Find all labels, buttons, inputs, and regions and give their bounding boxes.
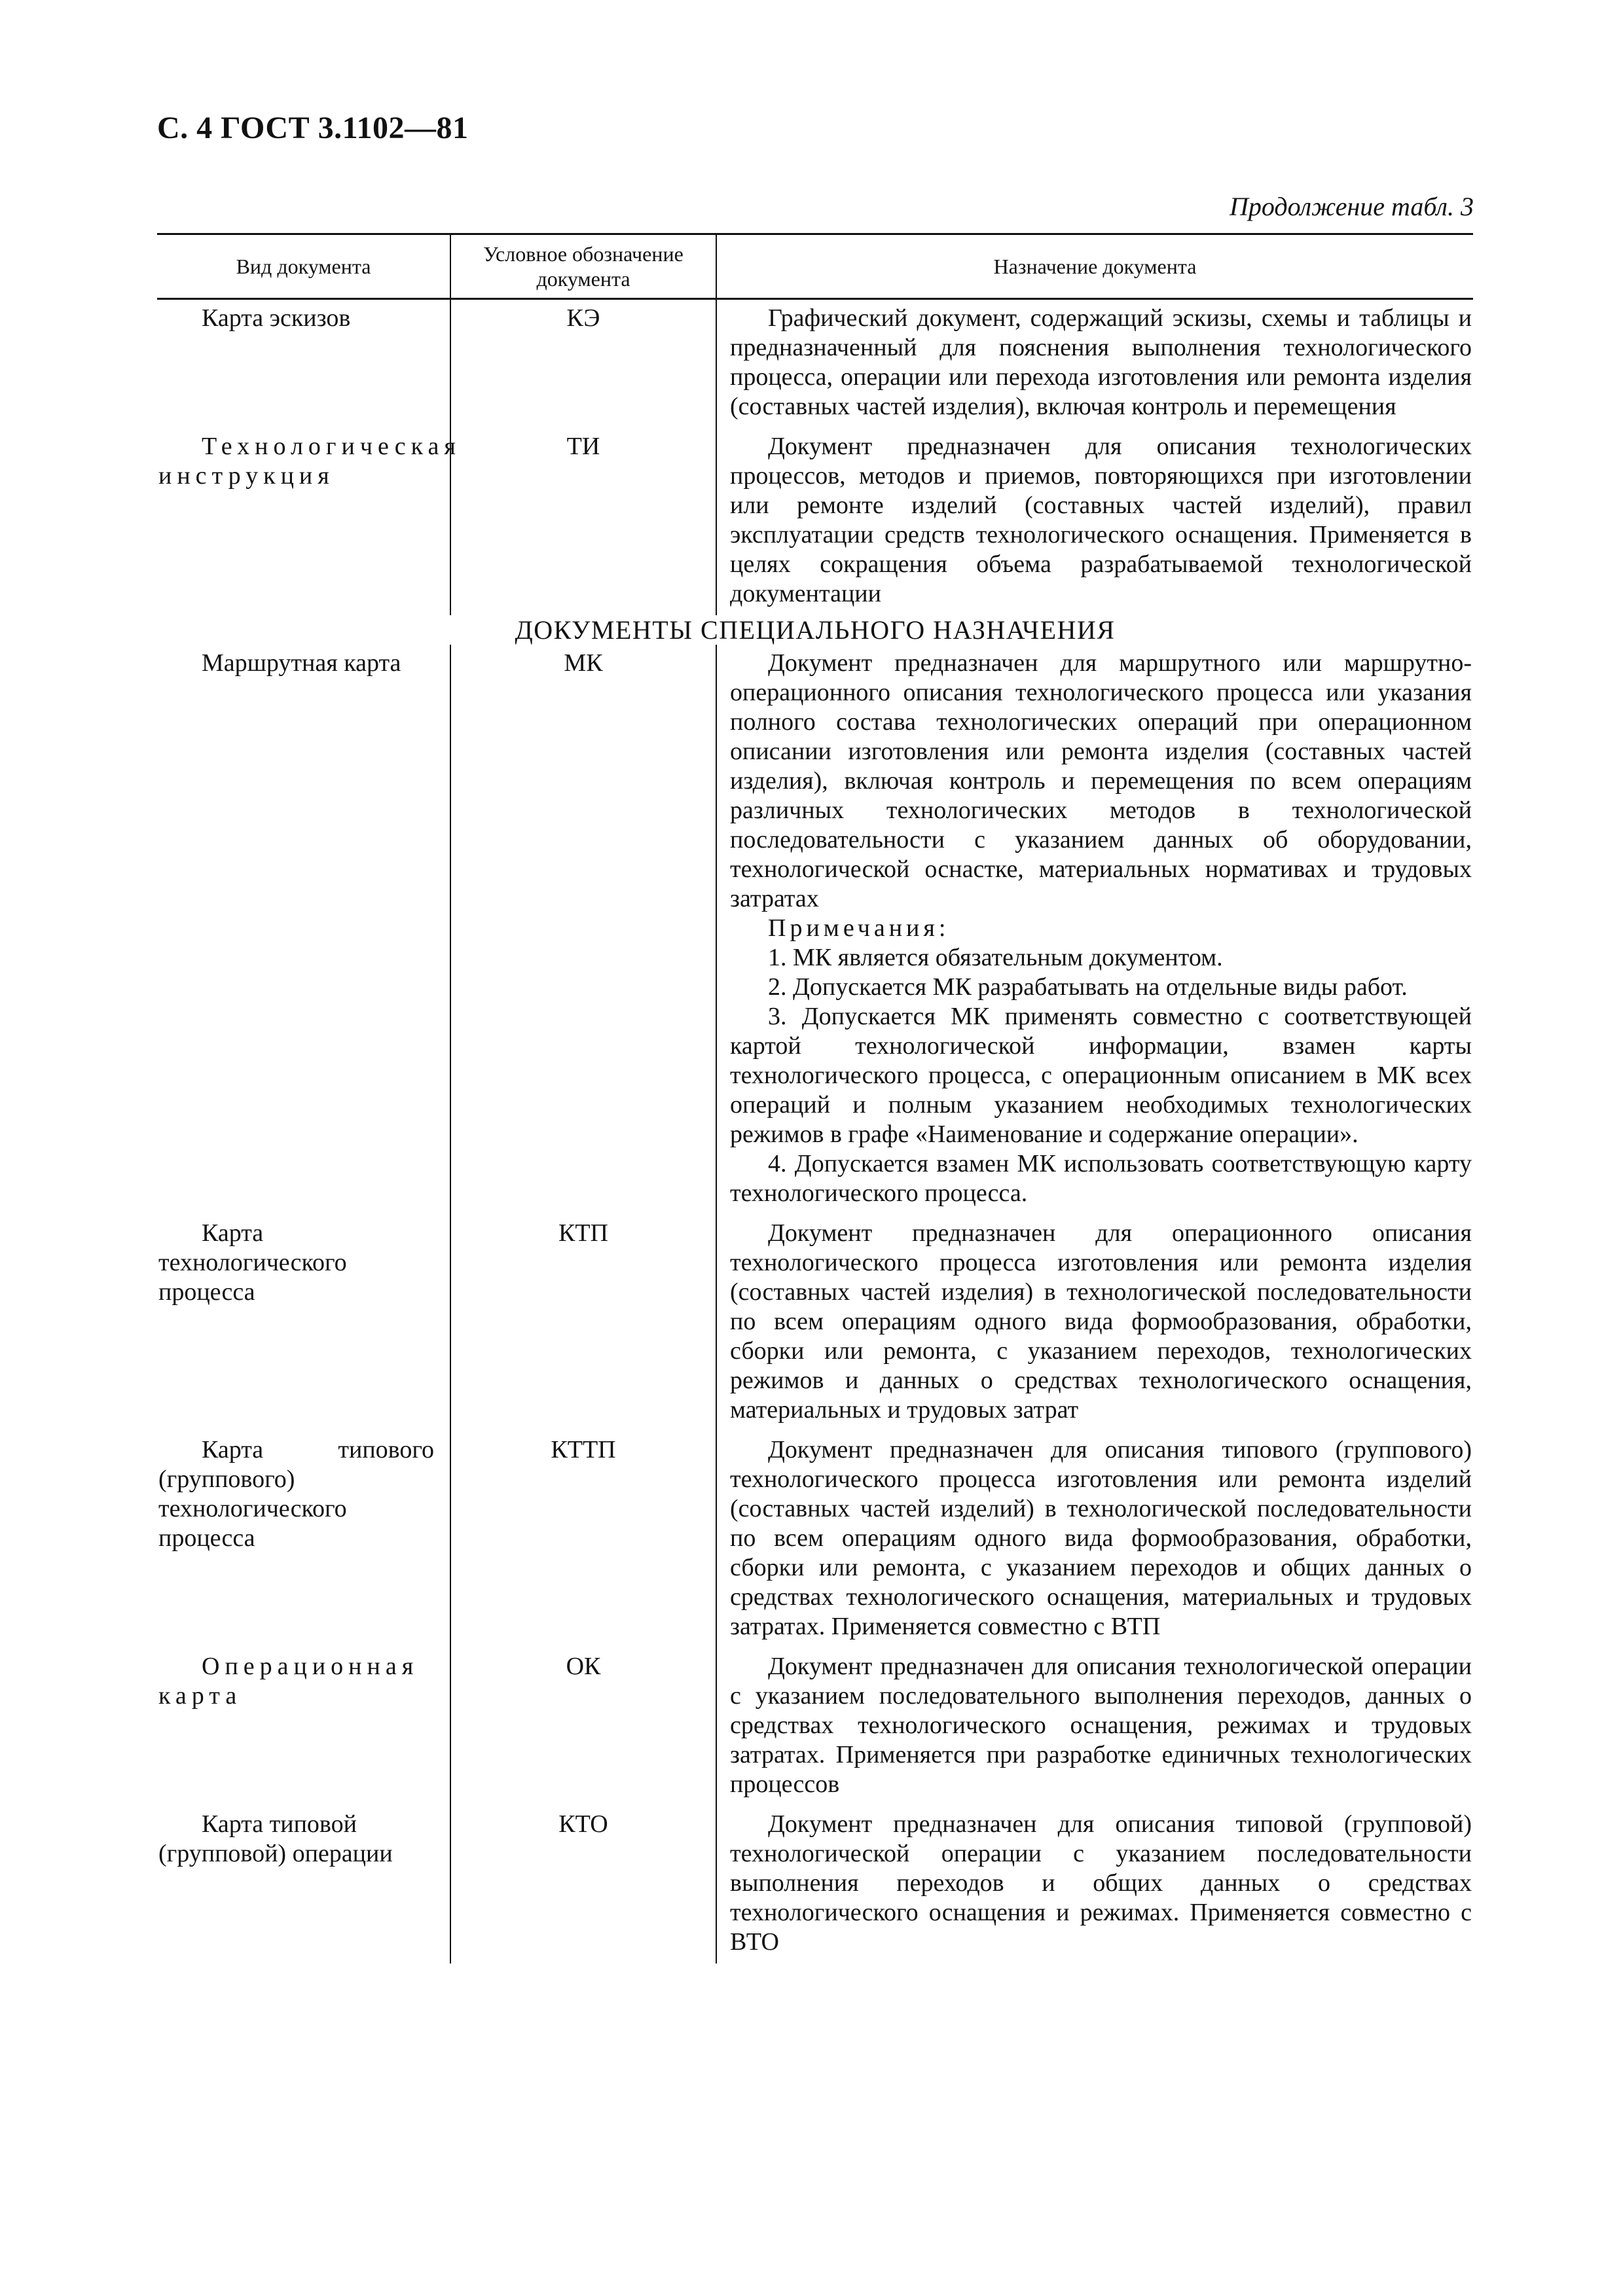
note-item: 2. Допускается МК разрабатывать на отдельные виды работ. [768,973,1408,1001]
row-purpose-cell [716,299,1473,429]
table-header-row [157,234,1473,299]
row-purpose-cell [716,645,1473,1215]
row-purpose: Графический документ, содержащий эскизы, схемы и таблицы и предназначенный для пояснения выполнения технологического процесса, операции или перехода изготовления или ремонта изделия (составных частей изделия), включая контроль и перемещения [730,304,1472,420]
document-types-table [157,233,1473,1964]
column-header-type: Вид документа [157,234,450,299]
row-purpose-cell [716,1431,1473,1648]
row-code: КТТП [450,1431,716,1648]
row-name-cell [157,299,450,429]
row-name: Карта эскизов [202,304,351,332]
column-header-code: Условное обозначение документа [450,234,716,299]
row-name-cell [157,1215,450,1431]
row-name-cell [157,1648,450,1806]
row-name-cell [157,428,461,615]
row-code: КТО [450,1806,716,1964]
row-name-cell [157,1431,450,1648]
row-purpose-cell [716,1215,1473,1431]
row-code: ТИ [450,428,716,615]
row-purpose: Документ предназначен для описания типовой (групповой) технологической операции с указанием последовательности выполнения переходов и общих данных о средствах технологического оснащения и режимах. Применяется совместно с ВТО [730,1810,1472,1956]
row-name-cell [157,1806,450,1964]
note-item: 4. Допускается взамен МК использовать соответствующую карту технологического процесса. [730,1150,1472,1207]
row-name: Технологическая инструкция [158,433,461,490]
row-code: КЭ [450,299,716,429]
row-purpose-cell [716,1648,1473,1806]
row-purpose-cell [716,428,1473,615]
row-purpose: Документ предназначен для операционного описания технологического процесса изготовления или ремонта изделия (составных частей изделия) в технологической последовательности по всем операциям одного вида формообразования, обработки, сборки или ремонта, с указанием переходов, технологических режимов и данных о средствах технологического оснащения, материальных и трудовых затрат [730,1219,1472,1424]
table-row [157,1648,1473,1806]
row-purpose-cell [716,1806,1473,1964]
table-row [157,1431,1473,1648]
row-code: КТП [450,1215,716,1431]
notes-title: Примечания: [768,914,950,942]
row-name: Карта типового (группового) технологического процесса [158,1436,434,1552]
table-row [157,428,1473,615]
table-row [157,1215,1473,1431]
table-row [157,1806,1473,1964]
row-purpose: Документ предназначен для описания типового (группового) технологического процесса изготовления или ремонта изделий (составных частей изделий) в технологической последовательности по всем операциям одного вида формообразования, обработки, сборки или ремонта, с указанием переходов и общих данных о средствах технологического оснащения, материальных и трудовых затратах. Применяется совместно с ВТП [730,1436,1472,1640]
row-purpose: Документ предназначен для описания технологических процессов, методов и приемов, повторяющихся при изготовлении или ремонте изделий (составных частей изделий), правил эксплуатации средств технологического оснащения. Применяется в целях сокращения объема разрабатываемой технологической документации [730,433,1472,607]
note-item: 1. МК является обязательным документом. [768,944,1223,971]
table-row [157,299,1473,429]
row-name-cell [157,645,450,1215]
row-name: Маршрутная карта [202,649,401,677]
note-item: 3. Допускается МК применять совместно с соответствующей картой технологической информации, взамен карты технологического процесса, с операционным описанием в МК всех операций и полным указанием необходимых технологических режимов в графе «Наименование и содержание операции». [730,1003,1472,1148]
row-code: ОК [450,1648,716,1806]
table-continuation-label: Продолжение табл. 3 [1229,192,1474,221]
row-name: Операционная карта [158,1653,419,1710]
page-reference: С. 4 ГОСТ 3.1102—81 [157,111,469,145]
section-row [157,615,1473,645]
row-name: Карта типовой (групповой) операции [158,1810,393,1867]
row-code: МК [450,645,716,1215]
column-header-purpose: Назначение документа [716,234,1473,299]
row-purpose: Документ предназначен для описания технологической операции с указанием последовательного выполнения переходов, данных о средствах технологического оснащения, режимах и трудовых затратах. Применяется при разработке единичных технологических процессов [730,1653,1472,1798]
row-purpose: Документ предназначен для маршрутного или маршрутно-операционного описания технологического процесса или указания полного состава технологических операций при операционном описании изготовления или ремонта изделия (составных частей изделия), включая контроль и перемещения по всем операциям различных технологических методов в технологической последовательности с указанием данных об оборудовании, технологической оснастке, материальных нормативах и трудовых затратах [730,649,1472,912]
row-name: Карта технологического процесса [158,1219,347,1306]
section-title: ДОКУМЕНТЫ СПЕЦИАЛЬНОГО НАЗНАЧЕНИЯ [515,615,1116,645]
table-row [157,645,1473,1215]
